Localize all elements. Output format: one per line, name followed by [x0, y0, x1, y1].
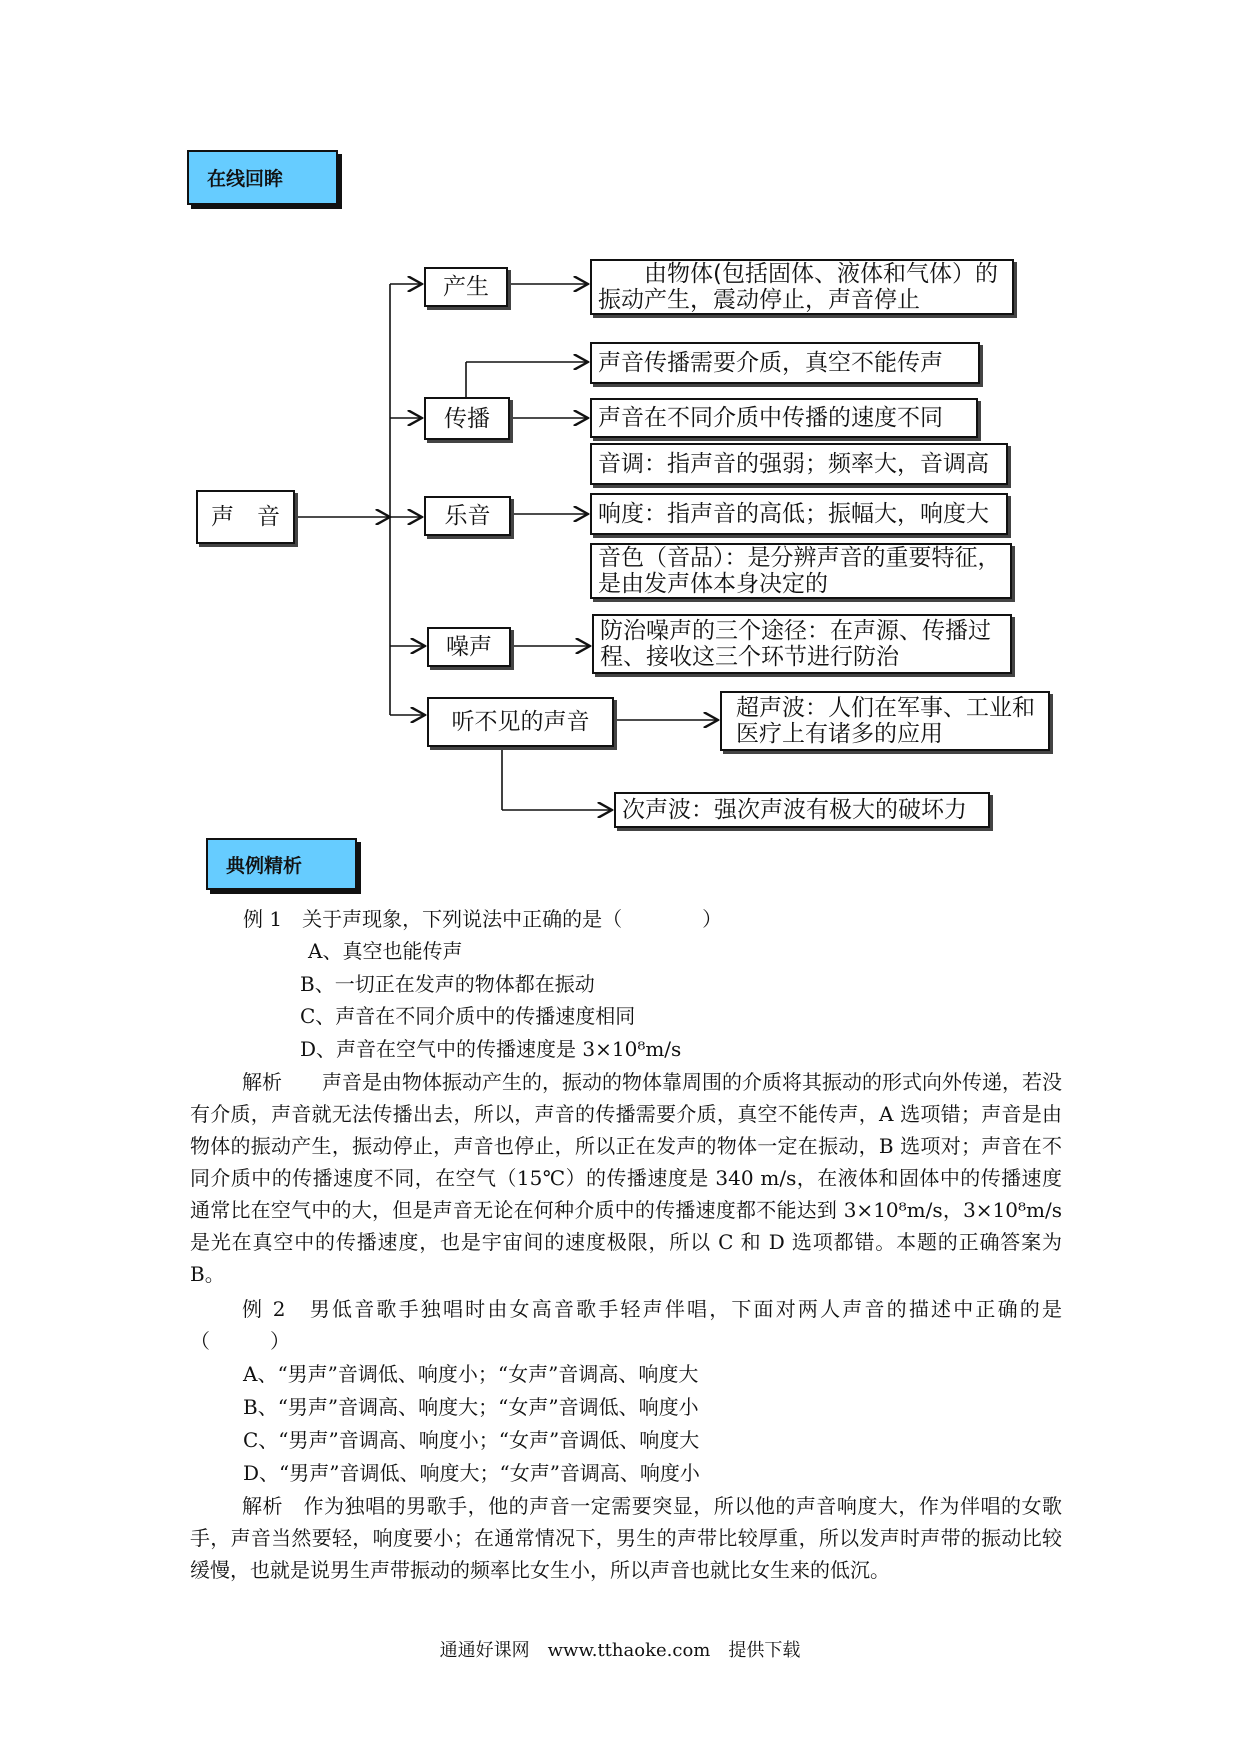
- example1-option-b: B、一切正在发声的物体都在振动: [300, 972, 595, 996]
- example2-option-b: B、“男声”音调高、响度大；“女声”音调低、响度小: [243, 1395, 699, 1419]
- example1-option-a: A、真空也能传声: [308, 939, 463, 963]
- leaf-noise-line-1: 防治噪声的三个途径：在声源、传播过: [600, 618, 991, 644]
- leaf-noise: [592, 614, 1012, 674]
- leaf-pitch-line-1: 音调：指声音的强弱；频率大，音调高: [598, 451, 989, 477]
- branch-inaudible: 听不见的声音: [427, 697, 614, 747]
- example1-analysis: 解析 声音是由物体振动产生的，振动的物体靠周围的介质将其振动的形式向外传递，若没有介质，声音就无法传播出去，所以，声音的传播需要介质，真空不能传声，A 选项错；声音是由物体的振动产生，振动停止，声音也停止，所以正在发声的物体一定在振动，B 选项对；声音在不同介质中的传播速度不同，在空气（15℃）的传播速度是 340 m/s，在液体和固体中的传播速度通常比在空气中的大，但是声音无论在何种介质中的传播速度都不能达到 3×10⁸m/s，3×10⁸m/s 是光在真空中的传播速度，也是宇宙间的速度极限，所以 C 和 D 选项都错。本题的正确答案为 B。: [190, 1070, 1062, 1286]
- example1-option-d: D、声音在空气中的传播速度是 3×10⁸m/s: [300, 1037, 682, 1061]
- leaf-ultrasound: [720, 691, 1050, 751]
- branch-music: 乐音: [424, 496, 511, 536]
- leaf-speed-line-1: 声音在不同介质中传播的速度不同: [598, 405, 943, 431]
- example2-option-a: A、“男声”音调低、响度小；“女声”音调高、响度大: [243, 1362, 699, 1386]
- leaf-infrasound: [614, 792, 990, 828]
- example1-question: 例 1 关于声现象，下列说法中正确的是（ ）: [243, 907, 723, 931]
- example2-question: 例 2 男低音歌手独唱时由女高音歌手轻声伴唱，下面对两人声音的描述中正确的是（ ）: [190, 1297, 1062, 1353]
- leaf-medium-line-1: 声音传播需要介质，真空不能传声: [598, 350, 943, 376]
- leaf-loudness: [590, 493, 1008, 535]
- branch-produce: 产生: [424, 267, 508, 307]
- leaf-noise-line-2: 程、接收这三个环节进行防治: [600, 644, 899, 670]
- page-footer: 通通好课网 www.tthaoke.com 提供下载: [439, 1640, 801, 1661]
- leaf-timbre: [590, 543, 1012, 599]
- leaf-ultrasound-line-2: 医疗上有诸多的应用: [736, 721, 943, 747]
- section-tag-examples: 典例精析: [206, 838, 357, 890]
- leaf-infrasound-line-1: 次声波：强次声波有极大的破坏力: [622, 797, 967, 823]
- branch-propagate: 传播: [424, 397, 510, 440]
- section-tag-review: 在线回眸: [187, 150, 338, 205]
- leaf-timbre-line-2: 是由发声体本身决定的: [598, 571, 828, 597]
- example2-analysis: 解析 作为独唱的男歌手，他的声音一定需要突显，所以他的声音响度大，作为伴唱的女歌手，声音当然要轻，响度要小；在通常情况下，男生的声带比较厚重，所以发声时声带的振动比较缓慢，也就是说男生声带振动的频率比女生小，所以声音也就比女生来的低沉。: [190, 1494, 1062, 1582]
- leaf-timbre-line-1: 音色（音品）：是分辨声音的重要特征，: [598, 545, 1001, 571]
- leaf-loudness-line-1: 响度：指声音的高低；振幅大，响度大: [598, 501, 989, 527]
- leaf-produce-line-2: 振动产生，震动停止，声音停止: [598, 287, 920, 313]
- branch-noise: 噪声: [427, 627, 511, 667]
- example2-option-c: C、“男声”音调高、响度小；“女声”音调低、响度大: [243, 1428, 700, 1452]
- leaf-medium: [590, 342, 980, 384]
- example2-option-d: D、“男声”音调低、响度大；“女声”音调高、响度小: [243, 1461, 700, 1485]
- leaf-produce: [590, 259, 1014, 315]
- root-node: 声 音: [196, 490, 295, 544]
- leaf-produce-line-1: 由物体(包括固体、液体和气体）的: [644, 261, 998, 287]
- leaf-pitch: [590, 443, 1008, 485]
- example1-option-c: C、声音在不同介质中的传播速度相同: [300, 1004, 636, 1028]
- leaf-speed: [590, 398, 978, 438]
- leaf-ultrasound-line-1: 超声波：人们在军事、工业和: [736, 695, 1035, 721]
